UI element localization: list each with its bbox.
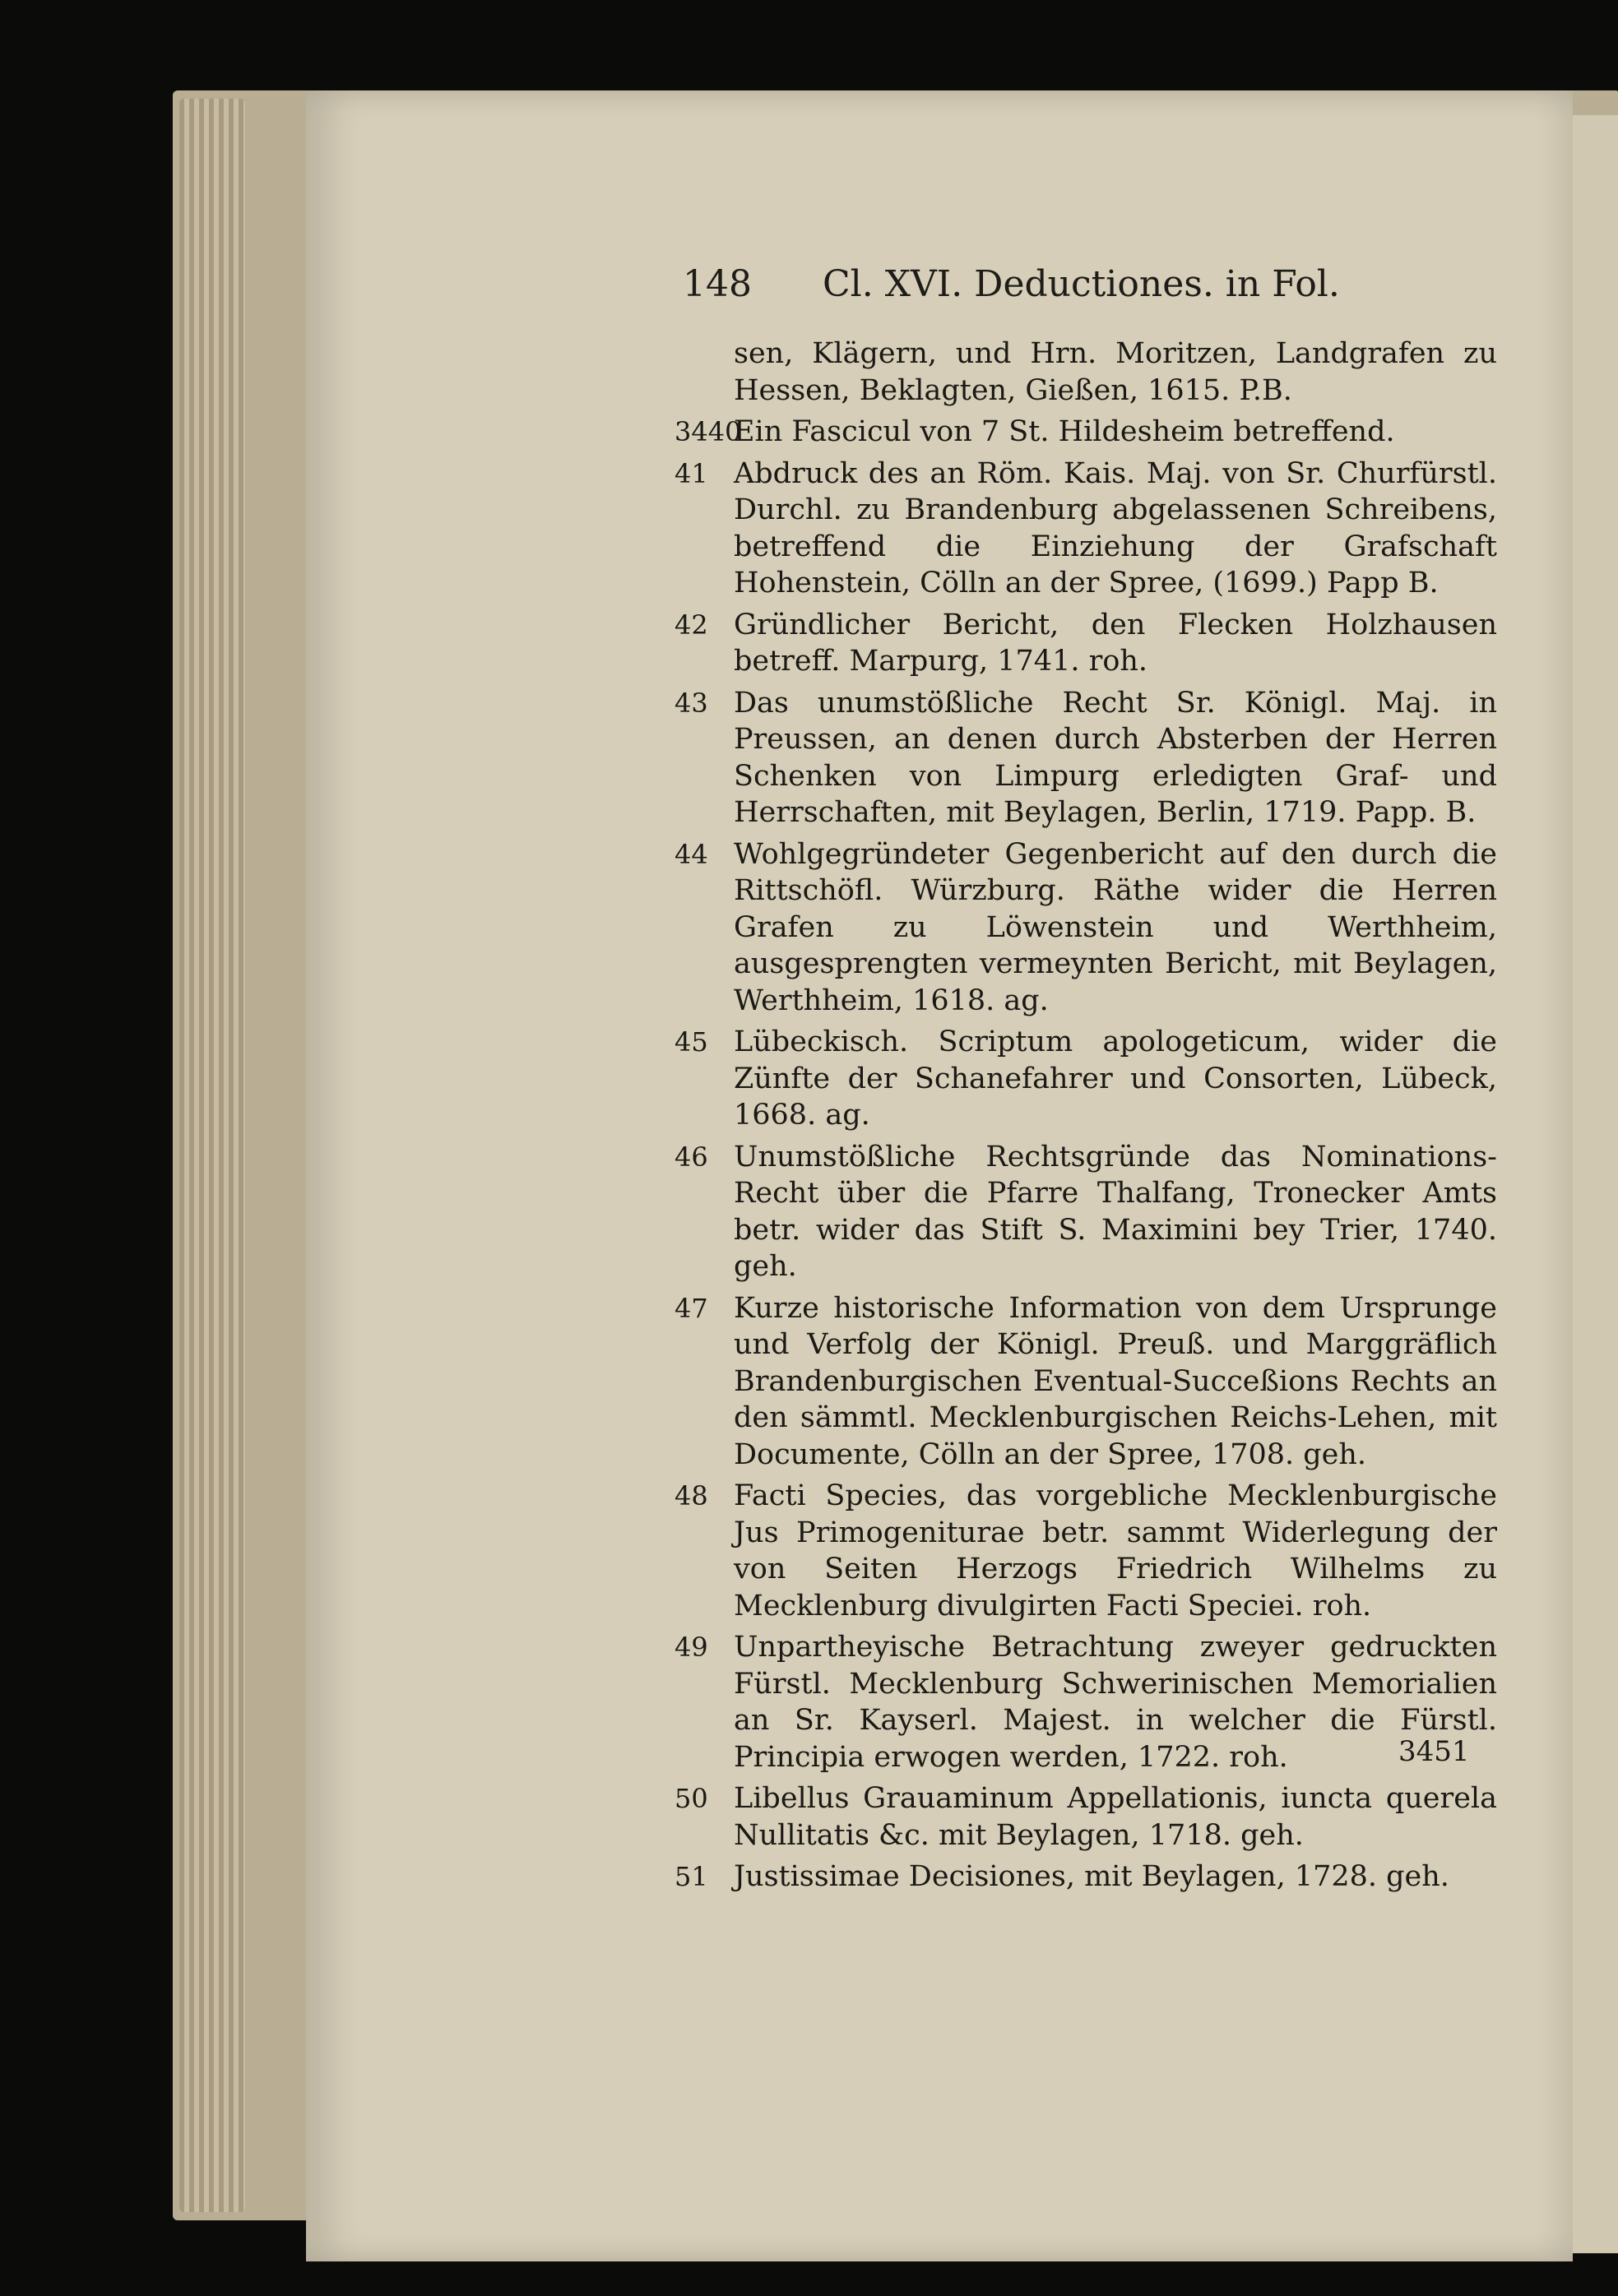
entry-number: 45 xyxy=(675,1026,708,1058)
catalog-entries xyxy=(675,336,1497,1900)
catalog-entry xyxy=(675,685,1497,831)
entry-text: sen, Klägern, und Hrn. Moritzen, Landgrafen zu Hessen, Beklagten, Gießen, 1615. P.B. xyxy=(734,337,1497,407)
entry-number: 44 xyxy=(675,838,708,870)
catalog-entry xyxy=(675,1859,1497,1896)
catchword: 3451 xyxy=(1398,1735,1470,1768)
entry-text: Unumstößliche Rechtsgründe das Nominations-Recht über die Pfarre Thalfang, Tronecker Amts betr. wider das Stift S. Maximini bey Trier, 1740. geh. xyxy=(734,1140,1497,1283)
entry-text: Lübeckisch. Scriptum apologeticum, wider die Zünfte der Schanefahrer und Consorten, Lübeck, 1668. ag. xyxy=(734,1025,1497,1132)
catalog-entry xyxy=(675,414,1497,451)
entry-text: Libellus Grauaminum Appellationis, iuncta querela Nullitatis &c. mit Beylagen, 1718. geh. xyxy=(734,1782,1497,1852)
entry-text: Unpartheyische Betrachtung zweyer gedruckten Fürstl. Mecklenburg Schwerinischen Memorialien an Sr. Kayserl. Majest. in welcher die Fürstl. Principia erwogen werden, 1722. roh. xyxy=(734,1631,1497,1774)
entry-number: 48 xyxy=(675,1480,708,1511)
entry-number: 50 xyxy=(675,1783,708,1814)
facing-page-edge xyxy=(1573,115,1618,2253)
catalog-entry xyxy=(675,1290,1497,1474)
entry-number: 41 xyxy=(675,457,708,489)
entry-text: Facti Species, das vorgebliche Mecklenburgische Jus Primogeniturae betr. sammt Widerlegung der von Seiten Herzogs Friedrich Wilhelms zu Mecklenburg divulgirten Facti Speciei. roh. xyxy=(734,1479,1497,1622)
catalog-entry xyxy=(675,1629,1497,1775)
entry-text: Wohlgegründeter Gegenbericht auf den durch die Rittschöfl. Würzburg. Räthe wider die Herren Grafen zu Löwenstein und Werthheim, ausgesprengten vermeynten Bericht, mit Beylagen, Werthheim, 1618. ag. xyxy=(734,837,1497,1017)
running-head: Cl. XVI. Deductiones. in Fol. xyxy=(823,263,1340,305)
entry-number: 51 xyxy=(675,1861,708,1892)
entry-number: 46 xyxy=(675,1141,708,1173)
page-number: 148 xyxy=(683,263,752,305)
entry-text: Justissimae Decisiones, mit Beylagen, 1728. geh. xyxy=(734,1860,1449,1893)
entry-number: 47 xyxy=(675,1292,708,1324)
entry-number: 42 xyxy=(675,609,708,641)
catalog-entry xyxy=(675,1024,1497,1134)
entry-number: 3440 xyxy=(675,416,742,447)
entry-text: Das unumstößliche Recht Sr. Königl. Maj. in Preussen, an denen durch Absterben der Herren Schenken von Limpurg erledigten Graf- und Herrschaften, mit Beylagen, Berlin, 1719. Papp. B. xyxy=(734,686,1497,829)
catalog-entry xyxy=(675,336,1497,409)
catalog-entry xyxy=(675,607,1497,680)
catalog-entry xyxy=(675,1139,1497,1285)
catalog-entry xyxy=(675,1780,1497,1854)
catalog-entry xyxy=(675,456,1497,602)
entry-text: Gründlicher Bericht, den Flecken Holzhausen betreff. Marpurg, 1741. roh. xyxy=(734,608,1497,678)
entry-text: Ein Fascicul von 7 St. Hildesheim betreffend. xyxy=(734,415,1395,448)
entry-text: Abdruck des an Röm. Kais. Maj. von Sr. Churfürstl. Durchl. zu Brandenburg abgelassenen Schreibens, betreffend die Einziehung der Grafschaft Hohenstein, Cölln an der Spree, (1699.) Papp B. xyxy=(734,456,1497,599)
entry-text: Kurze historische Information von dem Ursprunge und Verfolg der Königl. Preuß. und Marggräflich Brandenburgischen Eventual-Succeßions Rechts an den sämmtl. Mecklenburgischen Reichs-Lehen, mit Documente, Cölln an der Spree, 1708. geh. xyxy=(734,1291,1497,1471)
entry-number: 43 xyxy=(675,687,708,719)
page-edges xyxy=(179,99,245,2212)
catalog-entry xyxy=(675,1478,1497,1624)
entry-number: 49 xyxy=(675,1632,708,1663)
catalog-entry xyxy=(675,836,1497,1020)
